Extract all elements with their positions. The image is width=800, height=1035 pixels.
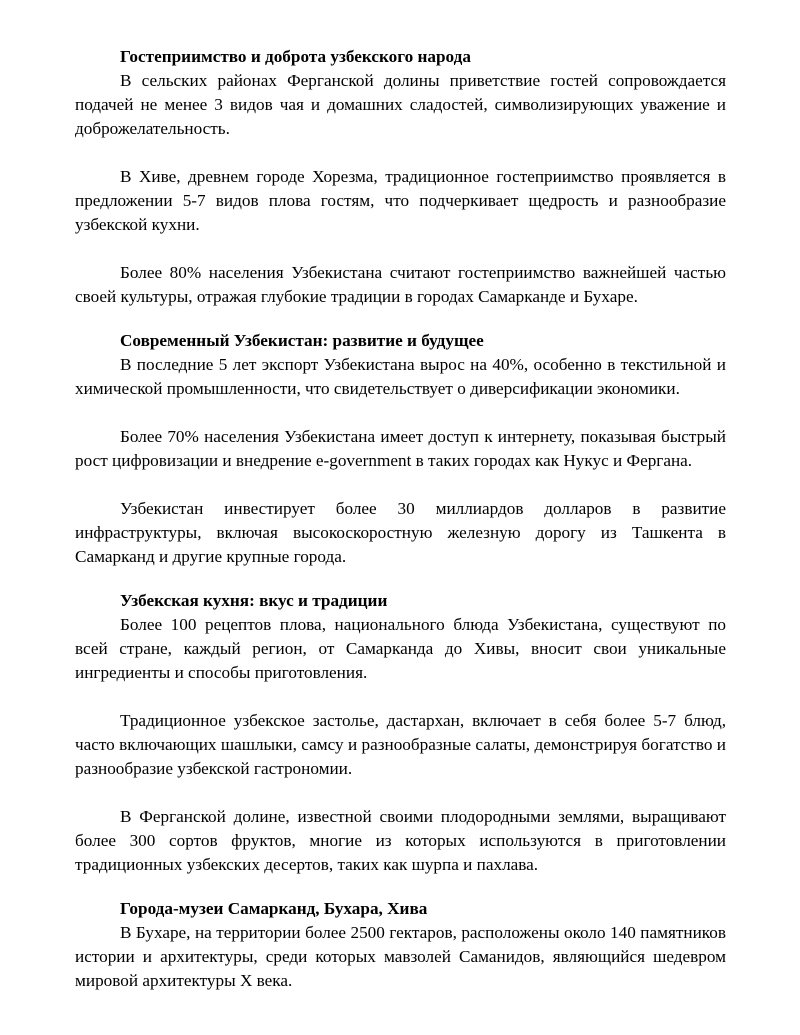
section-heading: Гостеприимство и доброта узбекского народа xyxy=(120,47,471,66)
paragraph: Более 100 рецептов плова, национального блюда Узбекистана, существуют по всей стране, каждый регион, от Самарканда до Хивы, вносит свои уникальные ингредиенты и способы приготовления. xyxy=(75,615,726,682)
section-modern-uzbekistan xyxy=(75,329,726,569)
paragraph: В последние 5 лет экспорт Узбекистана вырос на 40%, особенно в текстильной и химической промышленности, что свидетельствует о диверсификации экономики. xyxy=(75,355,726,398)
paragraph: Узбекистан инвестирует более 30 миллиардов долларов в развитие инфраструктуры, включая высокоскоростную железную дорогу из Ташкента в Самарканд и другие крупные города. xyxy=(75,499,726,566)
paragraph: В сельских районах Ферганской долины приветствие гостей сопровождается подачей не менее 3 видов чая и домашних сладостей, символизирующих уважение и доброжелательность. xyxy=(75,71,726,138)
paragraph: В Ферганской долине, известной своими плодородными землями, выращивают более 300 сортов фруктов, многие из которых используются в приготовлении традиционных узбекских десертов, таких как шурпа и пахлава. xyxy=(75,807,726,874)
section-museum-cities xyxy=(75,897,726,993)
section-hospitality xyxy=(75,45,726,309)
section-cuisine xyxy=(75,589,726,877)
paragraph: Более 70% населения Узбекистана имеет доступ к интернету, показывая быстрый рост цифровизации и внедрение e-government в таких городах как Нукус и Фергана. xyxy=(75,427,726,470)
section-heading: Современный Узбекистан: развитие и будущее xyxy=(120,331,484,350)
paragraph: Более 80% населения Узбекистана считают гостеприимство важнейшей частью своей культуры, отражая глубокие традиции в городах Самарканде и Бухаре. xyxy=(75,263,726,306)
section-heading: Узбекская кухня: вкус и традиции xyxy=(120,591,388,610)
paragraph: В Хиве, древнем городе Хорезма, традиционное гостеприимство проявляется в предложении 5-7 видов плова гостям, что подчеркивает щедрость и разнообразие узбекской кухни. xyxy=(75,167,726,234)
document-page xyxy=(75,45,726,993)
section-heading: Города-музеи Самарканд, Бухара, Хива xyxy=(120,899,428,918)
paragraph: Традиционное узбекское застолье, дастархан, включает в себя более 5-7 блюд, часто включающих шашлыки, самсу и разнообразные салаты, демонстрируя богатство и разнообразие узбекской гастрономии. xyxy=(75,711,726,778)
paragraph: В Бухаре, на территории более 2500 гектаров, расположены около 140 памятников истории и архитектуры, среди которых мавзолей Саманидов, являющийся шедевром мировой архитектуры X века. xyxy=(75,923,726,990)
